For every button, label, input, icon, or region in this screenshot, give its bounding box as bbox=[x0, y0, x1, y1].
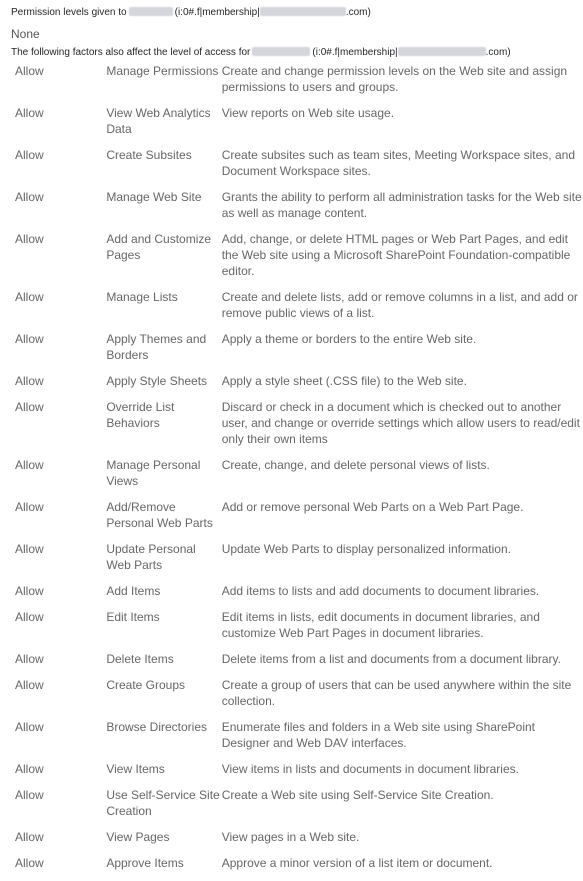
given-claim-suffix-text: .com) bbox=[345, 7, 371, 18]
permission-description: View items in lists and documents in document libraries. bbox=[221, 762, 519, 776]
permission-description: Create a Web site using Self-Service Site Creation. bbox=[221, 788, 494, 802]
permission-status: Allow bbox=[15, 762, 44, 776]
permission-description: Add items to lists and add documents to document libraries. bbox=[221, 584, 540, 598]
permission-row bbox=[11, 609, 583, 651]
permission-status: Allow bbox=[15, 400, 44, 414]
permission-row bbox=[11, 457, 583, 499]
permission-row bbox=[11, 289, 583, 331]
permission-description: View pages in a Web site. bbox=[221, 830, 360, 844]
permission-row bbox=[11, 541, 583, 583]
permission-description: Apply a theme or borders to the entire Web site. bbox=[221, 332, 477, 346]
permission-description: Enumerate files and folders in a Web site using SharePoint Designer and Web DAV interfaces. bbox=[221, 720, 536, 750]
permission-row bbox=[11, 147, 583, 189]
permission-name: Edit Items bbox=[106, 610, 160, 624]
permission-status: Allow bbox=[15, 830, 44, 844]
factors-claim-suffix-text: .com) bbox=[485, 47, 511, 58]
permission-status: Allow bbox=[15, 332, 44, 346]
permission-row bbox=[11, 373, 583, 399]
permission-row bbox=[11, 63, 583, 105]
permission-name: Browse Directories bbox=[106, 720, 208, 734]
permission-description: View reports on Web site usage. bbox=[221, 106, 395, 120]
redacted-user-email bbox=[398, 47, 486, 56]
permission-name: Create Groups bbox=[106, 678, 186, 692]
permission-description: Apply a style sheet (.CSS file) to the Web site. bbox=[221, 374, 467, 388]
permission-name: View Web Analytics Data bbox=[106, 106, 211, 136]
permissions-table-body bbox=[11, 63, 583, 881]
permission-name: Manage Lists bbox=[106, 290, 178, 304]
permission-levels-given-line bbox=[11, 6, 572, 20]
permission-description: Create, change, and delete personal views of lists. bbox=[221, 458, 490, 472]
permission-status: Allow bbox=[15, 290, 44, 304]
permission-name: Delete Items bbox=[106, 652, 174, 666]
permission-description: Add or remove personal Web Parts on a Web Part Page. bbox=[221, 500, 524, 514]
permissions-table bbox=[11, 63, 583, 881]
permission-row bbox=[11, 677, 583, 719]
permission-status: Allow bbox=[15, 232, 44, 246]
permission-description: Create a group of users that can be used anywhere within the site collection. bbox=[221, 678, 572, 708]
permission-description: Update Web Parts to display personalized information. bbox=[221, 542, 511, 556]
permission-name: Add and Customize Pages bbox=[106, 232, 212, 262]
permission-row bbox=[11, 399, 583, 457]
permission-description: Grants the ability to perform all administration tasks for the Web site as well as manage content. bbox=[221, 190, 582, 220]
permission-status: Allow bbox=[15, 678, 44, 692]
redacted-user-name bbox=[252, 47, 310, 56]
permission-status: Allow bbox=[15, 788, 44, 802]
permission-status: Allow bbox=[15, 148, 44, 162]
permission-name: Apply Themes and Borders bbox=[106, 332, 207, 362]
permission-status: Allow bbox=[15, 720, 44, 734]
permission-row bbox=[11, 855, 583, 881]
permission-name: View Items bbox=[106, 762, 165, 776]
permission-description: Approve a minor version of a list item or document. bbox=[221, 856, 493, 870]
permission-name: Manage Web Site bbox=[106, 190, 202, 204]
permission-status: Allow bbox=[15, 64, 44, 78]
factors-prefix-text: The following factors also affect the level of access for bbox=[11, 47, 251, 58]
affecting-factors-line bbox=[11, 46, 572, 60]
permission-status: Allow bbox=[15, 106, 44, 120]
permission-name: Approve Items bbox=[106, 856, 184, 870]
permission-row bbox=[11, 719, 583, 761]
permission-status: Allow bbox=[15, 610, 44, 624]
permission-name: Use Self-Service Site Creation bbox=[106, 788, 220, 818]
permission-name: Add/Remove Personal Web Parts bbox=[106, 500, 213, 530]
permission-description: Create and change permission levels on the Web site and assign permissions to users and groups. bbox=[221, 64, 568, 94]
permission-row bbox=[11, 651, 583, 677]
given-prefix-text: Permission levels given to bbox=[11, 7, 127, 18]
factors-claim-prefix-text: (i:0#.f|membership| bbox=[312, 47, 398, 58]
permission-row bbox=[11, 787, 583, 829]
permission-status: Allow bbox=[15, 458, 44, 472]
permission-name: Manage Permissions bbox=[106, 64, 219, 78]
permission-row bbox=[11, 829, 583, 855]
permission-row bbox=[11, 105, 583, 147]
redacted-user-name bbox=[129, 7, 173, 16]
permission-name: Override List Behaviors bbox=[106, 400, 175, 430]
permission-row bbox=[11, 189, 583, 231]
permission-row bbox=[11, 331, 583, 373]
permission-status: Allow bbox=[15, 190, 44, 204]
permission-status: Allow bbox=[15, 542, 44, 556]
permission-description: Edit items in lists, edit documents in document libraries, and customize Web Part Pages in document libraries. bbox=[221, 610, 540, 640]
permission-status: Allow bbox=[15, 856, 44, 870]
permission-name: Apply Style Sheets bbox=[106, 374, 208, 388]
permission-status: Allow bbox=[15, 374, 44, 388]
permission-status: Allow bbox=[15, 584, 44, 598]
permission-name: Update Personal Web Parts bbox=[106, 542, 196, 572]
permission-description: Add, change, or delete HTML pages or Web Part Pages, and edit the Web site using a Microsoft SharePoint Foundation-compatible editor. bbox=[221, 232, 571, 278]
permission-description: Delete items from a list and documents from a document library. bbox=[221, 652, 561, 666]
permission-name: View Pages bbox=[106, 830, 170, 844]
permission-name: Create Subsites bbox=[106, 148, 192, 162]
permission-description: Create subsites such as team sites, Meeting Workspace sites, and Document Workspace sites. bbox=[221, 148, 575, 178]
permission-levels-none: None bbox=[11, 27, 40, 41]
permission-description: Discard or check in a document which is checked out to another user, and change or override settings which allow users to read/edit only their own items bbox=[221, 400, 580, 446]
given-claim-prefix-text: (i:0#.f|membership| bbox=[174, 7, 260, 18]
permission-name: Manage Personal Views bbox=[106, 458, 201, 488]
permission-status: Allow bbox=[15, 500, 44, 514]
redacted-user-email bbox=[260, 7, 346, 16]
permission-row bbox=[11, 231, 583, 289]
permission-name: Add Items bbox=[106, 584, 161, 598]
permission-row bbox=[11, 583, 583, 609]
permission-row bbox=[11, 761, 583, 787]
permission-status: Allow bbox=[15, 652, 44, 666]
permission-description: Create and delete lists, add or remove columns in a list, and add or remove public views of a list. bbox=[221, 290, 578, 320]
permission-row bbox=[11, 499, 583, 541]
